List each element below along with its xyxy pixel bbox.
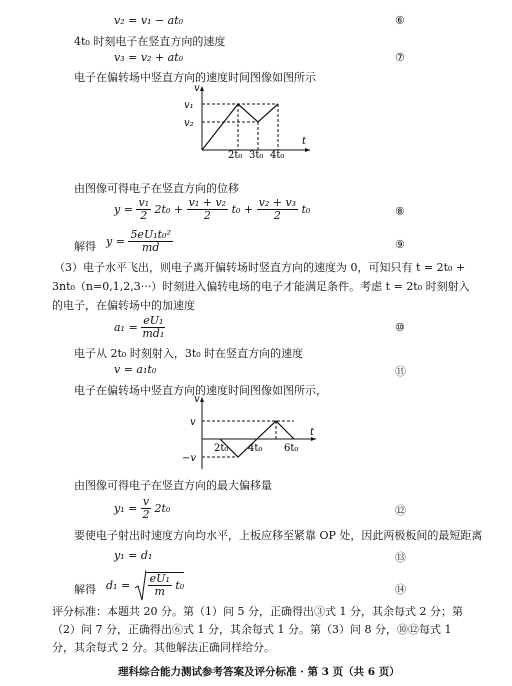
equation-v2: v₂ = v₁ − at₀ (114, 14, 184, 27)
graph2-x-label: t (310, 427, 315, 438)
graph1-y-label: v (194, 83, 200, 94)
equation-displacement: y = $\frac{\text{v₁}}{2}$ 2t₀ + $\frac{\text{v₁ + v₂}}{2}$ t₀ + $\frac{\text{v₂ + v₃}}{2}$ t₀ (114, 196, 311, 222)
equation-number-11: ⑪ (395, 365, 406, 378)
text-jiede-1: 解得 (74, 240, 96, 253)
graph1-y-arrow (200, 86, 204, 91)
graph1-tick-3t0: 3t₀ (249, 150, 264, 158)
graph2-tick-neg-v: −v (182, 453, 197, 464)
graph2-tick-2t0: 2t₀ (214, 443, 229, 454)
velocity-time-graph-1 (180, 82, 320, 158)
text-4t0-velocity: 4t₀ 时刻电子在竖直方向的速度 (74, 35, 226, 48)
scoring-criteria: 评分标准：本题共 20 分。第（1）问 5 分，正确得出③式 1 分，其余每式 2 分；第（2）问 7 分，正确得出⑥式 1 分，其余每式 1 分。第（3）问 8 分，⑩⑫每式 1 分，其余每式 2 分。其他解法正确同样给分。 (52, 605, 463, 654)
equation-y1-d1: y₁ = d₁ (114, 549, 153, 562)
equation-number-8: ⑧ (395, 205, 405, 218)
equation-number-14: ⑭ (395, 583, 406, 596)
equation-number-6: ⑥ (395, 14, 405, 27)
text-jiede-2: 解得 (74, 583, 96, 596)
equation-a1: a₁ = $\frac{\text{eU₁}}{\text{md₁}}$ (114, 314, 165, 340)
graph2-y-label: v (194, 394, 200, 405)
graph2-tick-4t0: 4t₀ (248, 443, 263, 454)
equation-number-7: ⑦ (395, 51, 405, 64)
graph2-tick-v: v (190, 417, 196, 428)
equation-y1: y₁ = $\frac{v}{2}$ 2t₀ (114, 495, 171, 521)
equation-number-9: ⑨ (395, 238, 405, 251)
velocity-time-graph-2 (172, 393, 324, 471)
equation-v3: v₃ = v₂ + at₀ (114, 51, 184, 64)
text-graph2-intro: 电子在偏转场中竖直方向的速度时间图像如图所示， (74, 384, 327, 397)
text-displacement-intro: 由图像可得电子在竖直方向的位移 (74, 182, 239, 195)
text-max-offset: 由图像可得电子在竖直方向的最大偏移量 (74, 479, 272, 492)
equation-v-a1t0: v = a₁t₀ (114, 363, 157, 376)
graph1-tick-2t0: 2t₀ (228, 150, 243, 158)
text-graph1-intro: 电子在偏转场中竖直方向的速度时间图像如图所示 (74, 71, 316, 84)
equation-y-result: y = $\frac{\text{5eU₁t₀²}}{md}$ (106, 228, 171, 254)
text-velocity-3t0: 电子从 2t₀ 时刻射入，3t₀ 时在竖直方向的速度 (74, 347, 304, 360)
sqrt-icon (134, 568, 146, 602)
equation-number-13: ⑬ (395, 551, 406, 564)
paragraph-part3: （3）电子水平飞出，则电子离开偏转场时竖直方向的速度为 0，可知只有 t = 2t₀ + 3nt₀（n=0,1,2,3···）时刻进入偏转电场的电子才能满足条件。考虑 t = 2t₀ 时刻射入的电子，在偏转场中的加速度 (52, 261, 470, 312)
graph1-x-label: t (302, 136, 307, 147)
graph2-tick-6t0: 6t₀ (284, 443, 299, 454)
text-upper-plate: 要使电子射出时速度方向均水平，上板应移至紧靠 OP 处，因此两极板间的最短距离 (74, 529, 483, 542)
graph1-tick-v2: v₂ (184, 118, 194, 129)
graph1-tick-v1: v₁ (184, 100, 194, 111)
equation-number-12: ⑫ (395, 504, 406, 517)
graph2-y-arrow (200, 397, 204, 402)
graph1-tick-4t0: 4t₀ (270, 150, 285, 158)
graph1-velocity-line (202, 104, 278, 150)
graph1-x-arrow (305, 148, 310, 152)
equation-number-10: ⑩ (395, 321, 405, 334)
equation-d1: d₁ = $\frac{\text{eU₁}}{m}$ t₀ (106, 568, 184, 602)
page-footer: 理科综合能力测试参考答案及评分标准 · 第 3 页（共 6 页） (118, 666, 400, 678)
